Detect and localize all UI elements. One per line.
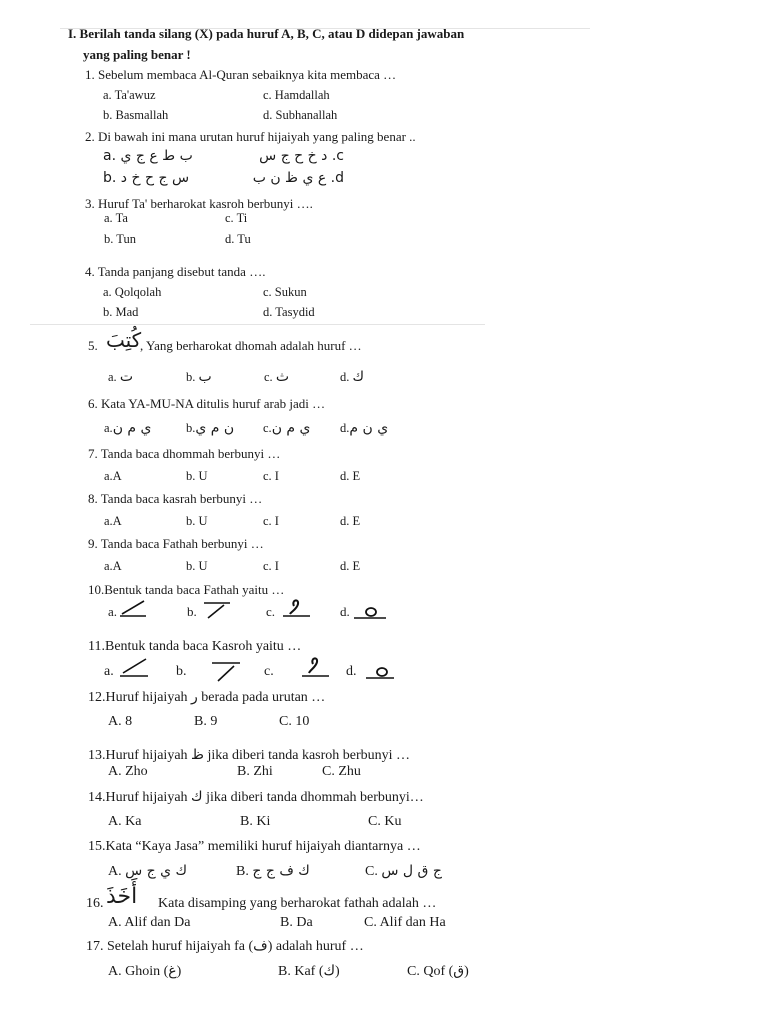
q1-option-d[interactable]: d. Subhanallah <box>263 108 338 122</box>
instruction-line-1: I. Berilah tanda silang (X) pada huruf A, B, C, atau D didepan jawaban <box>68 26 465 41</box>
q3-option-d[interactable]: d. Tu <box>225 232 251 246</box>
q9-option-b[interactable]: b. U <box>186 559 208 573</box>
q4-option-d[interactable]: d. Tasydid <box>263 305 315 319</box>
q6-option-b[interactable] <box>186 420 234 436</box>
q7-option-b[interactable]: b. U <box>186 469 208 483</box>
q14-text-post: jika diberi tanda dhommah berbunyi… <box>206 790 424 805</box>
question-12 <box>88 689 325 706</box>
q8-option-d[interactable]: d. E <box>340 514 361 528</box>
q15-option-c-label: C. <box>365 864 378 879</box>
q6-option-c-label: c. <box>263 421 272 435</box>
q12-text-pre: 12.Huruf hijaiyah <box>88 690 188 705</box>
q11-option-c[interactable]: c. <box>264 664 274 679</box>
q4-option-a[interactable]: a. Qolqolah <box>103 285 162 299</box>
q6-option-b-letters: ن م ي <box>195 420 235 436</box>
question-16-arabic-word: أَخَذَ <box>106 884 138 909</box>
q15-option-a[interactable] <box>108 863 187 880</box>
q5-option-b-letter: ب <box>198 369 212 385</box>
q13-option-b[interactable]: B. Zhi <box>237 764 273 779</box>
q6-option-c[interactable] <box>263 420 311 436</box>
q6-option-d-letters: ي ن م <box>349 420 389 436</box>
q11-option-b[interactable]: b. <box>176 664 187 679</box>
question-11: 11.Bentuk tanda baca Kasroh yaitu … <box>88 639 302 654</box>
q10-option-a[interactable]: a. <box>108 604 118 619</box>
q6-option-a[interactable] <box>104 420 152 436</box>
q5-option-b-label: b. <box>186 370 196 384</box>
q14-text-pre: 14.Huruf hijaiyah <box>88 790 188 805</box>
q12-option-a[interactable]: A. 8 <box>108 714 133 729</box>
question-5-number: 5. <box>88 338 98 353</box>
question-7: 7. Tanda baca dhommah berbunyi … <box>88 446 281 461</box>
q4-option-b[interactable]: b. Mad <box>103 305 139 319</box>
q14-option-b[interactable]: B. Ki <box>240 814 271 829</box>
q2-option-a[interactable]: a. ب ط ع ج ي <box>103 148 193 164</box>
q3-option-c[interactable]: c. Ti <box>225 211 248 225</box>
q10-option-b[interactable]: b. <box>187 604 197 619</box>
q7-option-c[interactable]: c. I <box>263 469 279 483</box>
q15-option-b[interactable] <box>236 863 310 880</box>
q14-option-a[interactable]: A. Ka <box>108 814 142 829</box>
question-1: 1. Sebelum membaca Al-Quran sebaiknya kita membaca … <box>85 67 397 82</box>
q17-option-b[interactable]: B. Kaf (ك) <box>278 964 340 979</box>
q13-option-a[interactable]: A. Zho <box>108 764 148 779</box>
mid-rule <box>30 324 485 325</box>
q1-option-a[interactable]: a. Ta'awuz <box>103 88 156 102</box>
question-16-number: 16. <box>86 896 104 911</box>
q5-option-a[interactable] <box>108 369 133 385</box>
q15-option-b-letters: ك ف ج ج <box>252 863 310 879</box>
question-17: 17. Setelah huruf hijaiyah fa (ف) adalah huruf … <box>86 939 364 954</box>
q2-option-d[interactable]: d. ع ي ظ ن ب <box>252 170 344 186</box>
q10-kasrah-mark-b <box>202 600 232 620</box>
question-15: 15.Kata “Kaya Jasa” memiliki huruf hijaiyah diantarnya … <box>88 839 421 854</box>
q1-option-c[interactable]: c. Hamdallah <box>263 88 330 102</box>
question-5: , Yang berharokat dhomah adalah huruf … <box>140 338 362 353</box>
instruction-line-2: yang paling benar ! <box>83 47 191 62</box>
question-8: 8. Tanda baca kasrah berbunyi … <box>88 491 263 506</box>
q15-option-a-letters: ك ي ج س <box>125 863 188 879</box>
q17-option-c[interactable]: C. Qof (ق) <box>407 964 469 979</box>
q11-fathah-mark-a <box>118 656 150 678</box>
q13-text-post: jika diberi tanda kasroh berbunyi … <box>207 748 411 763</box>
q11-option-d[interactable]: d. <box>346 664 357 679</box>
question-9: 9. Tanda baca Fathah berbunyi … <box>88 536 264 551</box>
q12-text-post: berada pada urutan … <box>201 690 326 705</box>
q7-option-a[interactable]: a.A <box>104 469 122 483</box>
q5-option-c-letter: ث <box>275 369 289 385</box>
q1-option-b[interactable]: b. Basmallah <box>103 108 169 122</box>
q11-kasrah-mark-b <box>210 660 242 684</box>
q12-option-b[interactable]: B. 9 <box>194 714 218 729</box>
question-5-arabic-word: كُتِبَ <box>106 328 142 352</box>
question-10: 10.Bentuk tanda baca Fathah yaitu … <box>88 582 285 597</box>
q16-option-a[interactable]: A. Alif dan Da <box>108 915 191 930</box>
q12-option-c[interactable]: C. 10 <box>279 714 310 729</box>
q7-option-d[interactable]: d. E <box>340 469 361 483</box>
question-6: 6. Kata YA-MU-NA ditulis huruf arab jadi … <box>88 396 326 411</box>
q10-option-d[interactable]: d. <box>340 604 350 619</box>
q15-option-c-letters: ج ق ل س <box>381 863 442 879</box>
q2-option-b[interactable]: b. س ج ح خ د <box>103 170 190 186</box>
q4-option-c[interactable]: c. Sukun <box>263 285 307 299</box>
q11-dhommah-mark-c <box>301 654 331 678</box>
q9-option-a[interactable]: a.A <box>104 559 122 573</box>
q6-option-a-label: a. <box>104 421 113 435</box>
q10-option-c[interactable]: c. <box>266 604 276 619</box>
q8-option-b[interactable]: b. U <box>186 514 208 528</box>
q9-option-c[interactable]: c. I <box>263 559 279 573</box>
q5-option-d[interactable] <box>340 369 364 385</box>
q10-fathah-mark-a <box>118 598 148 618</box>
q15-option-b-label: B. <box>236 864 249 879</box>
q5-option-a-label: a. <box>108 370 117 384</box>
question-13 <box>88 747 410 764</box>
question-16: Kata disamping yang berharokat fathah adalah … <box>158 896 437 911</box>
q8-option-c[interactable]: c. I <box>263 514 279 528</box>
q6-option-b-label: b. <box>186 421 196 435</box>
q6-option-c-letters: ي م ن <box>271 420 311 436</box>
q12-arabic-letter: ر <box>191 689 198 705</box>
q10-sukun-mark-d <box>354 601 388 621</box>
q6-option-d-label: d. <box>340 421 350 435</box>
q2-option-c[interactable]: c. د خ ح ج س <box>259 148 344 164</box>
q6-option-a-letters: ي م ن <box>112 420 152 436</box>
q3-option-a[interactable]: a. Ta <box>104 211 128 225</box>
q15-option-a-label: A. <box>108 864 122 879</box>
q5-option-a-letter: ت <box>119 369 133 385</box>
q5-option-d-label: d. <box>340 370 350 384</box>
q17-option-a[interactable]: A. Ghoin (غ) <box>108 964 182 979</box>
q16-option-b[interactable]: B. Da <box>280 915 313 930</box>
q3-option-b[interactable]: b. Tun <box>104 232 136 246</box>
q11-sukun-mark-d <box>366 661 396 681</box>
q16-option-c[interactable]: C. Alif dan Ha <box>364 915 446 930</box>
q11-option-a[interactable]: a. <box>104 664 114 679</box>
question-4: 4. Tanda panjang disebut tanda …. <box>85 264 266 279</box>
q13-arabic-letter: ظ <box>191 747 204 763</box>
question-3: 3. Huruf Ta' berharokat kasroh berbunyi …. <box>85 196 313 211</box>
q6-option-d[interactable] <box>340 420 388 436</box>
q14-option-c[interactable]: C. Ku <box>368 814 402 829</box>
question-2: 2. Di bawah ini mana urutan huruf hijaiyah yang paling benar .. <box>85 129 416 144</box>
q14-arabic-letter: ك <box>191 789 203 805</box>
q15-option-c[interactable] <box>365 863 442 880</box>
q10-dhommah-mark-c <box>282 596 312 618</box>
q8-option-a[interactable]: a.A <box>104 514 122 528</box>
question-14 <box>88 789 424 806</box>
q5-option-d-letter: ك <box>352 369 365 385</box>
q5-option-c-label: c. <box>264 370 273 384</box>
q9-option-d[interactable]: d. E <box>340 559 361 573</box>
q5-option-c[interactable] <box>264 369 289 385</box>
q13-option-c[interactable]: C. Zhu <box>322 764 361 779</box>
q13-text-pre: 13.Huruf hijaiyah <box>88 748 188 763</box>
q5-option-b[interactable] <box>186 369 212 385</box>
